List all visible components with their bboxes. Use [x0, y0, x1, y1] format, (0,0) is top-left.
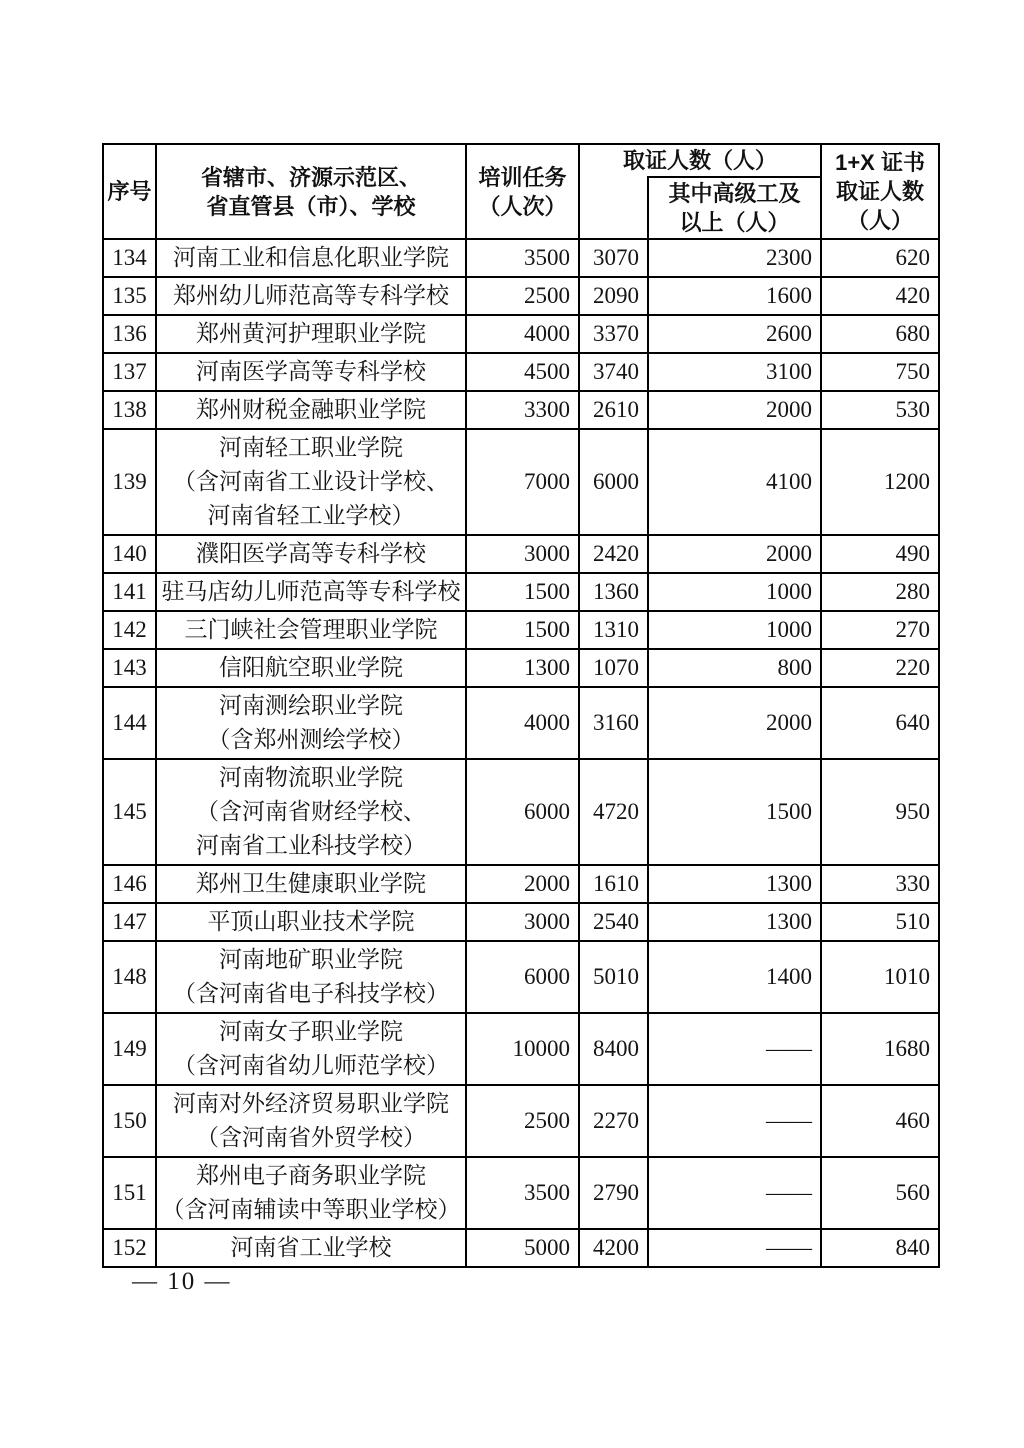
cert-total-cell: 2540 — [579, 903, 648, 941]
header-cert-total: 取证人数（人） — [579, 144, 821, 177]
table-row — [103, 573, 939, 611]
cert-total-cell: 8400 — [579, 1013, 648, 1085]
school-cell — [156, 941, 466, 1013]
school-name-line: 河南地矿职业学院 — [219, 947, 403, 972]
school-name-line: 郑州卫生健康职业学院 — [196, 871, 426, 896]
serial-cell: 148 — [103, 941, 156, 1013]
table-row — [103, 429, 939, 535]
table-row — [103, 941, 939, 1013]
school-cell — [156, 649, 466, 687]
training-task-cell: 2500 — [466, 1085, 579, 1157]
school-name-line: 信阳航空职业学院 — [219, 655, 403, 680]
school-name-line: 河南省工业学校 — [230, 1235, 392, 1260]
school-name-line: 河南测绘职业学院 — [219, 693, 403, 718]
serial-cell: 137 — [103, 353, 156, 391]
cert-total-cell: 3740 — [579, 353, 648, 391]
training-task-cell: 2000 — [466, 865, 579, 903]
school-cell — [156, 353, 466, 391]
training-task-cell: 4000 — [466, 315, 579, 353]
school-cell — [156, 315, 466, 353]
training-certification-table — [102, 143, 940, 1268]
training-task-cell: 1500 — [466, 573, 579, 611]
serial-cell: 140 — [103, 535, 156, 573]
cert-total-cell: 3160 — [579, 687, 648, 759]
cert-1x-cell: 530 — [821, 391, 939, 429]
cert-senior-cell: 3100 — [648, 353, 821, 391]
table-row — [103, 687, 939, 759]
serial-cell: 147 — [103, 903, 156, 941]
cert-senior-cell: 1600 — [648, 277, 821, 315]
serial-cell: 149 — [103, 1013, 156, 1085]
cert-senior-cell: 2000 — [648, 391, 821, 429]
header-cert-1x-line3: （人） — [847, 208, 914, 233]
cert-1x-cell: 750 — [821, 353, 939, 391]
cert-total-cell: 4720 — [579, 759, 648, 865]
school-name-line: （含河南辅读中等职业学校） — [161, 1197, 461, 1222]
school-cell — [156, 573, 466, 611]
table-row — [103, 535, 939, 573]
school-name-line: 河南对外经济贸易职业学院 — [173, 1091, 449, 1116]
school-cell — [156, 1013, 466, 1085]
school-name-line: 河南医学高等专科学校 — [196, 359, 426, 384]
serial-cell: 141 — [103, 573, 156, 611]
training-task-cell: 3300 — [466, 391, 579, 429]
cert-senior-cell: —— — [648, 1229, 821, 1267]
training-task-cell: 3500 — [466, 1157, 579, 1229]
cert-senior-cell: —— — [648, 1013, 821, 1085]
cert-total-cell: 1360 — [579, 573, 648, 611]
serial-cell: 142 — [103, 611, 156, 649]
serial-cell: 143 — [103, 649, 156, 687]
header-school-line1: 省辖市、济源示范区、 — [200, 164, 421, 190]
cert-senior-cell: 2000 — [648, 535, 821, 573]
serial-cell: 150 — [103, 1085, 156, 1157]
training-task-cell: 3000 — [466, 903, 579, 941]
header-cert-senior-line2: 以上（人） — [679, 210, 790, 235]
serial-cell: 138 — [103, 391, 156, 429]
school-name-line: 河南轻工职业学院 — [219, 435, 403, 460]
serial-cell: 135 — [103, 277, 156, 315]
table-row — [103, 1229, 939, 1267]
school-name-line: （含河南省幼儿师范学校） — [173, 1053, 449, 1078]
header-training-line1: 培训任务 — [478, 164, 567, 190]
school-cell — [156, 535, 466, 573]
table-row — [103, 611, 939, 649]
cert-total-cell: 1310 — [579, 611, 648, 649]
training-task-cell: 4500 — [466, 353, 579, 391]
header-cert-senior-line1: 其中高级工及 — [668, 181, 801, 206]
serial-cell: 134 — [103, 239, 156, 277]
cert-senior-cell: 4100 — [648, 429, 821, 535]
header-training-task — [466, 144, 579, 239]
cert-1x-cell: 640 — [821, 687, 939, 759]
serial-cell: 144 — [103, 687, 156, 759]
cert-senior-cell: 1000 — [648, 611, 821, 649]
school-name-line: （含河南省工业设计学校、 — [173, 469, 449, 494]
school-name-line: （含河南省财经学校、 — [196, 799, 426, 824]
header-cert-senior — [648, 177, 821, 239]
cert-1x-cell: 330 — [821, 865, 939, 903]
school-cell — [156, 239, 466, 277]
school-name-line: 郑州财税金融职业学院 — [196, 397, 426, 422]
cert-1x-cell: 560 — [821, 1157, 939, 1229]
school-name-line: （含郑州测绘学校） — [207, 727, 415, 752]
school-cell — [156, 611, 466, 649]
cert-1x-cell: 1200 — [821, 429, 939, 535]
school-name-line: 郑州幼儿师范高等专科学校 — [173, 283, 449, 308]
cert-total-cell: 2790 — [579, 1157, 648, 1229]
school-cell — [156, 687, 466, 759]
table-row — [103, 759, 939, 865]
header-cert-1x — [821, 144, 939, 239]
cert-total-cell: 5010 — [579, 941, 648, 1013]
cert-senior-cell: 2600 — [648, 315, 821, 353]
serial-cell: 151 — [103, 1157, 156, 1229]
table-row — [103, 277, 939, 315]
table-row — [103, 239, 939, 277]
cert-senior-cell: 2300 — [648, 239, 821, 277]
training-task-cell: 7000 — [466, 429, 579, 535]
table-row — [103, 353, 939, 391]
school-name-line: 河南省工业科技学校） — [196, 833, 426, 858]
cert-1x-cell: 840 — [821, 1229, 939, 1267]
school-name-line: 平顶山职业技术学院 — [207, 909, 415, 934]
cert-senior-cell: 1300 — [648, 865, 821, 903]
training-task-cell: 2500 — [466, 277, 579, 315]
header-training-line2: （人次） — [478, 193, 567, 219]
header-cert-total-subcell — [579, 177, 648, 239]
cert-senior-cell: 1400 — [648, 941, 821, 1013]
serial-cell: 136 — [103, 315, 156, 353]
header-row-1 — [103, 144, 939, 177]
school-name-line: （含河南省电子科技学校） — [173, 981, 449, 1006]
cert-total-cell: 2270 — [579, 1085, 648, 1157]
table-row — [103, 391, 939, 429]
serial-cell: 139 — [103, 429, 156, 535]
cert-1x-cell: 620 — [821, 239, 939, 277]
table-row — [103, 315, 939, 353]
serial-cell: 152 — [103, 1229, 156, 1267]
school-name-line: 河南省轻工业学校） — [207, 503, 415, 528]
cert-senior-cell: 800 — [648, 649, 821, 687]
cert-1x-cell: 460 — [821, 1085, 939, 1157]
training-task-cell: 10000 — [466, 1013, 579, 1085]
school-cell — [156, 1229, 466, 1267]
cert-total-cell: 1610 — [579, 865, 648, 903]
school-name-line: 河南物流职业学院 — [219, 765, 403, 790]
school-name-line: 郑州黄河护理职业学院 — [196, 321, 426, 346]
school-name-line: （含河南省外贸学校） — [196, 1125, 426, 1150]
cert-total-cell: 6000 — [579, 429, 648, 535]
cert-1x-cell: 220 — [821, 649, 939, 687]
training-task-cell: 4000 — [466, 687, 579, 759]
cert-total-cell: 2420 — [579, 535, 648, 573]
school-name-line: 驻马店幼儿师范高等专科学校 — [161, 579, 461, 604]
header-school-line2: 省直管县（市）、学校 — [206, 193, 416, 219]
cert-senior-cell: 1300 — [648, 903, 821, 941]
cert-senior-cell: —— — [648, 1157, 821, 1229]
cert-1x-cell: 280 — [821, 573, 939, 611]
table-row — [103, 1085, 939, 1157]
cert-1x-cell: 270 — [821, 611, 939, 649]
cert-1x-cell: 950 — [821, 759, 939, 865]
school-name-line: 河南女子职业学院 — [219, 1019, 403, 1044]
training-task-cell: 1300 — [466, 649, 579, 687]
cert-senior-cell: 2000 — [648, 687, 821, 759]
cert-1x-cell: 510 — [821, 903, 939, 941]
serial-cell: 146 — [103, 865, 156, 903]
cert-total-cell: 2090 — [579, 277, 648, 315]
table-row — [103, 1157, 939, 1229]
training-task-cell: 3500 — [466, 239, 579, 277]
table-row — [103, 865, 939, 903]
table-body — [103, 239, 939, 1267]
cert-total-cell: 1070 — [579, 649, 648, 687]
cert-1x-cell: 420 — [821, 277, 939, 315]
cert-total-cell: 2610 — [579, 391, 648, 429]
cert-senior-cell: 1000 — [648, 573, 821, 611]
school-cell — [156, 903, 466, 941]
table-row — [103, 903, 939, 941]
cert-1x-cell: 1680 — [821, 1013, 939, 1085]
header-school — [156, 144, 466, 239]
cert-1x-cell: 680 — [821, 315, 939, 353]
school-name-line: 濮阳医学高等专科学校 — [196, 541, 426, 566]
header-cert-1x-line2: 取证人数 — [836, 179, 925, 204]
serial-cell: 145 — [103, 759, 156, 865]
school-name-line: 郑州电子商务职业学院 — [196, 1163, 426, 1188]
training-task-cell: 6000 — [466, 759, 579, 865]
table-row — [103, 1013, 939, 1085]
training-task-cell: 5000 — [466, 1229, 579, 1267]
cert-total-cell: 4200 — [579, 1229, 648, 1267]
header-cert-1x-line1: 1+X 证书 — [835, 150, 925, 175]
school-cell — [156, 391, 466, 429]
training-task-cell: 3000 — [466, 535, 579, 573]
school-cell — [156, 277, 466, 315]
school-cell — [156, 759, 466, 865]
school-cell — [156, 1157, 466, 1229]
cert-1x-cell: 1010 — [821, 941, 939, 1013]
cert-1x-cell: 490 — [821, 535, 939, 573]
school-name-line: 三门峡社会管理职业学院 — [184, 617, 438, 642]
table-row — [103, 649, 939, 687]
school-cell — [156, 429, 466, 535]
school-cell — [156, 1085, 466, 1157]
cert-senior-cell: —— — [648, 1085, 821, 1157]
cert-total-cell: 3370 — [579, 315, 648, 353]
school-cell — [156, 865, 466, 903]
cert-senior-cell: 1500 — [648, 759, 821, 865]
school-name-line: 河南工业和信息化职业学院 — [173, 245, 449, 270]
header-serial: 序号 — [103, 144, 156, 239]
cert-total-cell: 3070 — [579, 239, 648, 277]
training-task-cell: 6000 — [466, 941, 579, 1013]
training-task-cell: 1500 — [466, 611, 579, 649]
page-number: — 10 — — [132, 1268, 232, 1295]
